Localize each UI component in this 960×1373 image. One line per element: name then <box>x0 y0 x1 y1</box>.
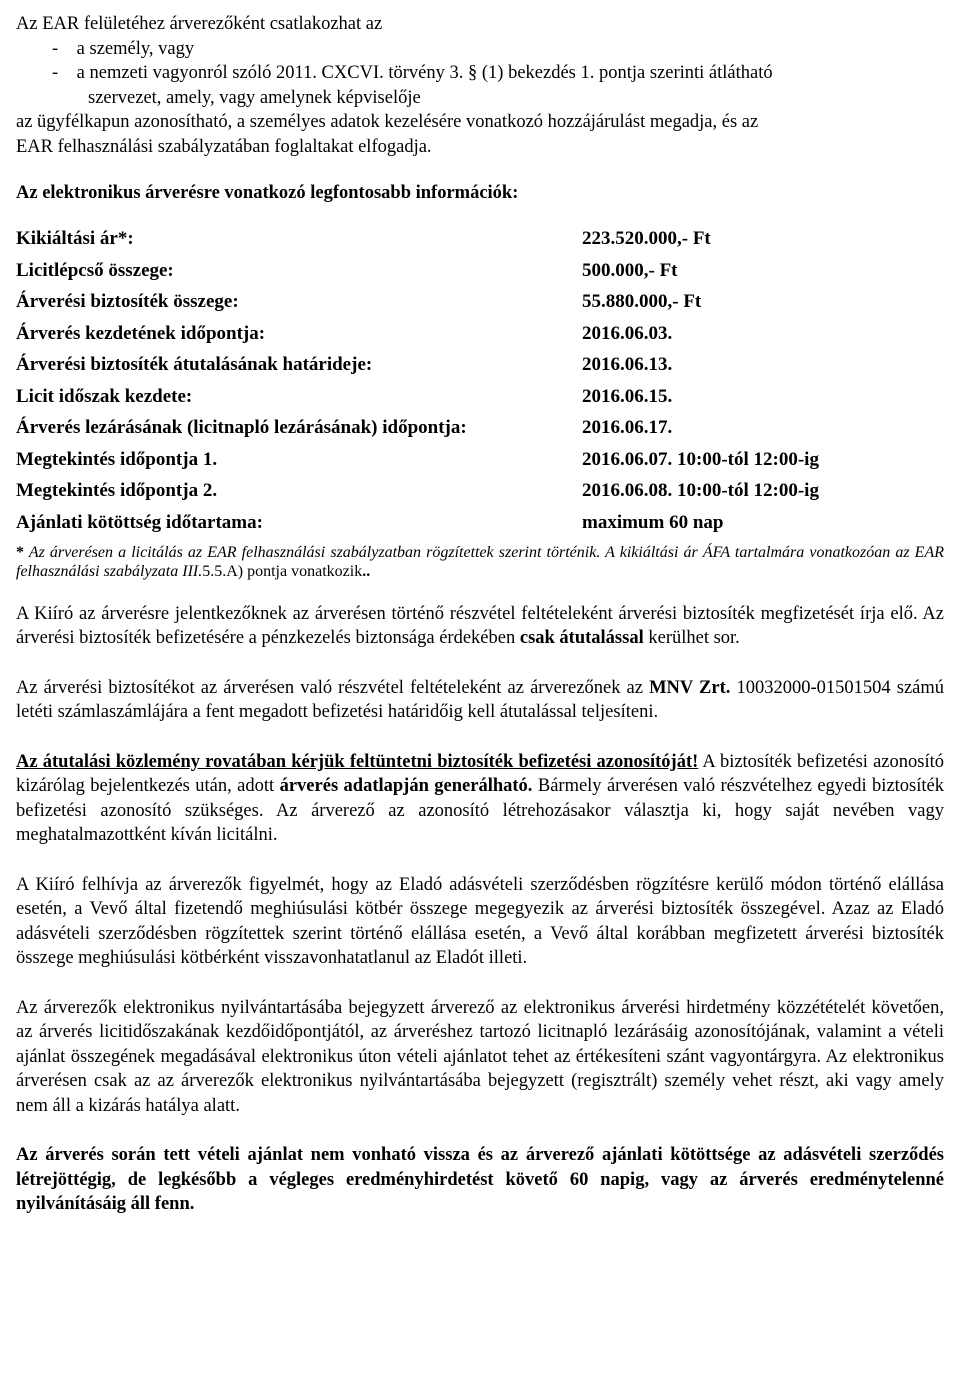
info-value: 2016.06.07. 10:00-tól 12:00-ig <box>582 448 819 470</box>
paragraph-text: Bármely árverésen való részvételhez egyedi biztosíték befizetési azonosító szükséges. Az árverező az azonosító létrehozásakor választja ki, hogy saját nevében vagy meghatalmazottként kíván licitálni. <box>16 776 944 845</box>
intro-line-4: EAR felhasználási szabályzatában foglaltakat elfogadja. <box>16 136 432 157</box>
paragraph-binding-offer: Az árverés során tett vételi ajánlat nem vonható vissza és az árverező ajánlati kötöttsége az adásvételi szerződés létrejöttégig, de legkésőbb a végleges eredményhirdetést követő 60 napig, vagy az árverés eredménytelenné nyilvánításáig áll fenn. <box>16 1145 944 1214</box>
info-value: 2016.06.08. 10:00-tól 12:00-ig <box>582 480 819 501</box>
info-label: Árverés lezárásának (licitnapló lezárásának) időpontja: <box>16 417 467 438</box>
footnote-star: * <box>16 543 24 561</box>
info-row <box>16 318 944 350</box>
paragraph-bold: csak átutalással <box>519 628 644 648</box>
info-heading: Az elektronikus árverésre vonatkozó legfontosabb információk: <box>16 183 519 203</box>
info-value: 2016.06.03. <box>582 322 673 344</box>
intro-list-item-1: - a személy, vagy <box>52 38 195 59</box>
intro-line-3: az ügyfélkapun azonosítható, a személyes adatok kezelésére vonatkozó hozzájárulást megadja, és az <box>16 112 759 132</box>
info-label: Licitlépcső összege: <box>16 259 174 281</box>
info-value: 2016.06.17. <box>582 417 673 438</box>
info-label: Licit időszak kezdete: <box>16 385 193 407</box>
intro-list-item-2: - a nemzeti vagyonról szóló 2011. CXCVI. törvény 3. § (1) bekezdés 1. pontja szerinti átlátható <box>52 63 773 83</box>
footnote-end: .. <box>362 563 371 580</box>
paragraph-text: Az árverési biztosítékot az árverésen való részvétel feltételeként az árverezőnek az <box>16 677 650 698</box>
paragraph-text: kerülhet sor. <box>643 628 740 648</box>
info-label: Árverés kezdetének időpontja: <box>16 322 266 344</box>
info-row <box>16 224 944 256</box>
info-value: 500.000,- Ft <box>582 259 678 281</box>
footnote-text: Az árverésen a licitálás az EAR felhasználási szabályzatban rögzítettek szerint történik. A kikiáltási ár ÁFA tartalmára vonatkozóan az EAR felhasználási szabályzata III. <box>16 543 944 580</box>
footnote <box>16 543 944 582</box>
info-row <box>16 381 944 413</box>
info-value: 2016.06.15. <box>582 385 673 407</box>
paragraph-account <box>16 676 944 725</box>
paragraph-deposit <box>16 602 944 651</box>
info-row <box>16 476 944 508</box>
info-table <box>16 224 944 539</box>
paragraph-bold-underlined: Az átutalási közlemény rovatában kérjük feltüntetni biztosíték befizetési azonosítóját! <box>16 751 699 772</box>
paragraph-text: A biztosíték befizetési azonosító kizárólag bejelentkezés után, adott <box>16 751 944 796</box>
info-value: 2016.06.13. <box>582 354 673 375</box>
info-label: Megtekintés időpontja 1. <box>16 448 218 470</box>
info-label: Megtekintés időpontja 2. <box>16 480 218 501</box>
intro-line: Az EAR felületéhez árverezőként csatlakozhat az <box>16 14 383 34</box>
info-row <box>16 413 944 445</box>
info-value: maximum 60 nap <box>582 511 724 533</box>
info-value: 223.520.000,- Ft <box>582 228 711 249</box>
info-value: 55.880.000,- Ft <box>582 291 702 312</box>
paragraph-text: A Kiíró az árverésre jelentkezőknek az árverésen történő részvétel feltételeként árverési biztosíték megfizetését írja elő. Az árverési biztosíték befizetésére a pénzkezelés biztonsága érdekében <box>16 603 944 648</box>
info-row <box>16 507 944 539</box>
info-label: Árverési biztosíték összege: <box>16 291 239 312</box>
paragraph-penalty: A Kiíró felhívja az árverezők figyelmét, hogy az Eladó adásvételi szerződésben rögzítésre kerülő módon történő elállása esetén, a Vevő által fizetendő meghiúsulási kötbér összege megegyezik az árverési biztosíték összegével. Azaz az Eladó adásvételi szerződésben rögzítettek szerint történő elállása esetén, a Vevő által korábban megfizetett árverési biztosíték összege meghiúsulási kötbérként visszavonhatatlanul az Eladót illeti. <box>16 874 944 968</box>
paragraph-bold: árverés adatlapján generálható. <box>279 776 533 796</box>
info-row <box>16 255 944 287</box>
intro-list-item-2-cont: szervezet, amely, vagy amelynek képviselője <box>88 87 421 108</box>
footnote-ref: 5.5.A) pontja vonatkozik <box>202 563 363 580</box>
paragraph-bold: MNV Zrt. <box>649 677 731 698</box>
info-row <box>16 350 944 382</box>
info-label: Árverési biztosíték átutalásának határideje: <box>16 354 373 375</box>
paragraph-bidding: Az árverezők elektronikus nyilvántartásába bejegyzett árverező az elektronikus árverési hirdetmény közzétételét követően, az árverés licitidőszakának kezdőidőpontjától, az árveréshez tartozó licitnapló lezárásáig azonosítójának, valamint a vételi ajánlat összegének megadásával elektronikus úton vételi ajánlatot tehet az értékesíteni szánt vagyontárgyra. Az elektronikus árverésen csak az az árverezők elektronikus nyilvántartásába bejegyzett (regisztrált) személy vehet részt, aki vagy amely nem áll a kizárás hatálya alatt. <box>16 997 944 1116</box>
info-row <box>16 287 944 319</box>
info-label: Kikiáltási ár*: <box>16 228 134 249</box>
info-row <box>16 444 944 476</box>
paragraph-text: 10032000-01501504 számú letéti számlaszámlájára a fent megadott befizetési határidőig kell átutalással teljesíteni. <box>16 677 945 722</box>
paragraph-identifier <box>16 750 944 848</box>
info-label: Ajánlati kötöttség időtartama: <box>16 511 263 533</box>
